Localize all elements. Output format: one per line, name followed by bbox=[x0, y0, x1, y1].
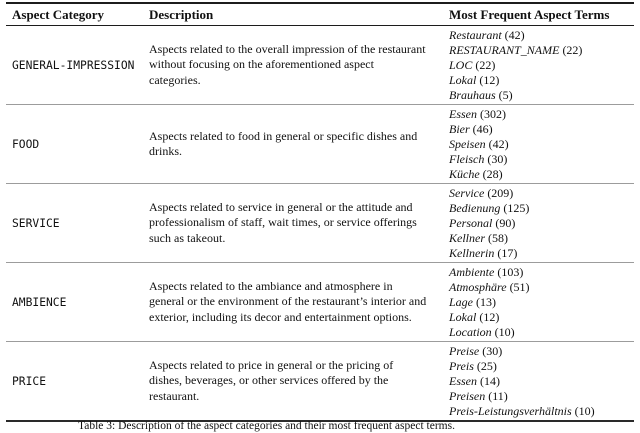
description-cell bbox=[149, 105, 449, 183]
header-aspect-category: Aspect Category bbox=[12, 7, 105, 22]
term-line bbox=[449, 167, 634, 182]
terms-cell bbox=[449, 105, 634, 183]
term-name: Essen bbox=[449, 107, 477, 121]
term-count: (12) bbox=[479, 73, 500, 87]
term-line bbox=[449, 58, 634, 73]
table-caption: Table 3: Description of the aspect categories and their most frequent aspect terms. bbox=[78, 420, 455, 432]
term-line bbox=[449, 152, 634, 167]
category-label: FOOD bbox=[12, 137, 40, 151]
term-count: (5) bbox=[498, 88, 513, 102]
category-label: GENERAL-IMPRESSION bbox=[12, 58, 135, 72]
term-name: Küche bbox=[449, 167, 480, 181]
table-header-row bbox=[6, 4, 634, 26]
term-line bbox=[449, 122, 634, 137]
term-name: Kellner bbox=[449, 231, 485, 245]
table-row bbox=[6, 342, 634, 422]
term-line bbox=[449, 310, 634, 325]
term-line bbox=[449, 137, 634, 152]
term-line bbox=[449, 359, 634, 374]
category-cell bbox=[6, 342, 149, 420]
category-cell bbox=[6, 263, 149, 341]
term-name: Bier bbox=[449, 122, 470, 136]
term-count: (22) bbox=[562, 43, 583, 57]
term-line bbox=[449, 201, 634, 216]
term-name: Lokal bbox=[449, 73, 477, 87]
description-text: Aspects related to price in general or the pricing of dishes, beverages, or other services offered by the restaurant. bbox=[149, 358, 394, 403]
term-name: Fleisch bbox=[449, 152, 485, 166]
term-name: Service bbox=[449, 186, 485, 200]
term-count: (28) bbox=[482, 167, 503, 181]
term-name: Bedienung bbox=[449, 201, 501, 215]
term-name: Restaurant bbox=[449, 28, 502, 42]
aspect-category-table bbox=[6, 2, 634, 422]
term-name: LOC bbox=[449, 58, 473, 72]
term-name: Atmosphäre bbox=[449, 280, 507, 294]
term-name: Speisen bbox=[449, 137, 486, 151]
term-name: Location bbox=[449, 325, 492, 339]
term-line bbox=[449, 265, 634, 280]
description-text: Aspects related to service in general or the attitude and professionalism of staff, wait times, or service offerings such as takeout. bbox=[149, 200, 417, 245]
term-count: (17) bbox=[497, 246, 518, 260]
term-name: Essen bbox=[449, 374, 477, 388]
term-count: (12) bbox=[479, 310, 500, 324]
term-line bbox=[449, 295, 634, 310]
term-line bbox=[449, 43, 634, 58]
table-row bbox=[6, 105, 634, 184]
term-line bbox=[449, 231, 634, 246]
term-count: (22) bbox=[475, 58, 496, 72]
term-name: Brauhaus bbox=[449, 88, 496, 102]
term-count: (302) bbox=[480, 107, 506, 121]
term-count: (14) bbox=[480, 374, 500, 388]
term-name: RESTAURANT_NAME bbox=[449, 43, 560, 57]
description-text: Aspects related to food in general or specific dishes and drinks. bbox=[149, 128, 418, 158]
description-cell bbox=[149, 342, 449, 420]
term-count: (42) bbox=[488, 137, 509, 151]
term-count: (103) bbox=[497, 265, 524, 279]
category-cell bbox=[6, 184, 149, 262]
term-count: (42) bbox=[504, 28, 525, 42]
category-label: AMBIENCE bbox=[12, 295, 67, 309]
term-line bbox=[449, 344, 634, 359]
term-name: Preis bbox=[449, 359, 474, 373]
term-count: (125) bbox=[503, 201, 530, 215]
terms-cell bbox=[449, 342, 634, 420]
table-row bbox=[6, 26, 634, 105]
term-line bbox=[449, 374, 634, 389]
term-line bbox=[449, 73, 634, 88]
category-label: SERVICE bbox=[12, 216, 60, 230]
header-description: Description bbox=[149, 7, 214, 22]
term-line bbox=[449, 389, 634, 404]
term-line bbox=[449, 280, 634, 295]
term-count: (30) bbox=[487, 152, 508, 166]
term-name: Preis-Leistungsverhältnis bbox=[449, 404, 572, 418]
description-cell bbox=[149, 26, 449, 104]
description-text: Aspects related to the overall impression of the restaurant without focusing on the aforementioned aspect categories. bbox=[149, 42, 426, 87]
term-name: Personal bbox=[449, 216, 493, 230]
term-name: Preise bbox=[449, 344, 480, 358]
term-count: (58) bbox=[488, 231, 508, 245]
term-name: Lokal bbox=[449, 310, 477, 324]
term-count: (90) bbox=[495, 216, 516, 230]
term-count: (30) bbox=[482, 344, 503, 358]
header-most-frequent-aspect-terms: Most Frequent Aspect Terms bbox=[449, 7, 610, 22]
term-line bbox=[449, 107, 634, 122]
term-line bbox=[449, 88, 634, 103]
term-count: (46) bbox=[472, 122, 493, 136]
term-count: (209) bbox=[487, 186, 514, 200]
table-row bbox=[6, 184, 634, 263]
term-name: Ambiente bbox=[449, 265, 495, 279]
description-cell bbox=[149, 263, 449, 341]
term-count: (51) bbox=[509, 280, 530, 294]
term-count: (13) bbox=[476, 295, 496, 309]
terms-cell bbox=[449, 263, 634, 341]
term-count: (10) bbox=[574, 404, 595, 418]
term-line bbox=[449, 325, 634, 340]
terms-cell bbox=[449, 184, 634, 262]
description-cell bbox=[149, 184, 449, 262]
table-row bbox=[6, 263, 634, 342]
category-cell bbox=[6, 26, 149, 104]
term-line bbox=[449, 404, 634, 419]
category-label: PRICE bbox=[12, 374, 47, 388]
term-name: Kellnerin bbox=[449, 246, 495, 260]
term-line bbox=[449, 28, 634, 43]
term-line bbox=[449, 246, 634, 261]
description-text: Aspects related to the ambiance and atmosphere in general or the environment of the restaurant’s interior and exterior, including its decor and entertainment options. bbox=[149, 279, 427, 324]
term-line bbox=[449, 186, 634, 201]
term-name: Lage bbox=[449, 295, 473, 309]
term-line bbox=[449, 216, 634, 231]
terms-cell bbox=[449, 26, 634, 104]
term-count: (10) bbox=[494, 325, 515, 339]
category-cell bbox=[6, 105, 149, 183]
term-count: (11) bbox=[488, 389, 508, 403]
term-name: Preisen bbox=[449, 389, 486, 403]
term-count: (25) bbox=[476, 359, 497, 373]
